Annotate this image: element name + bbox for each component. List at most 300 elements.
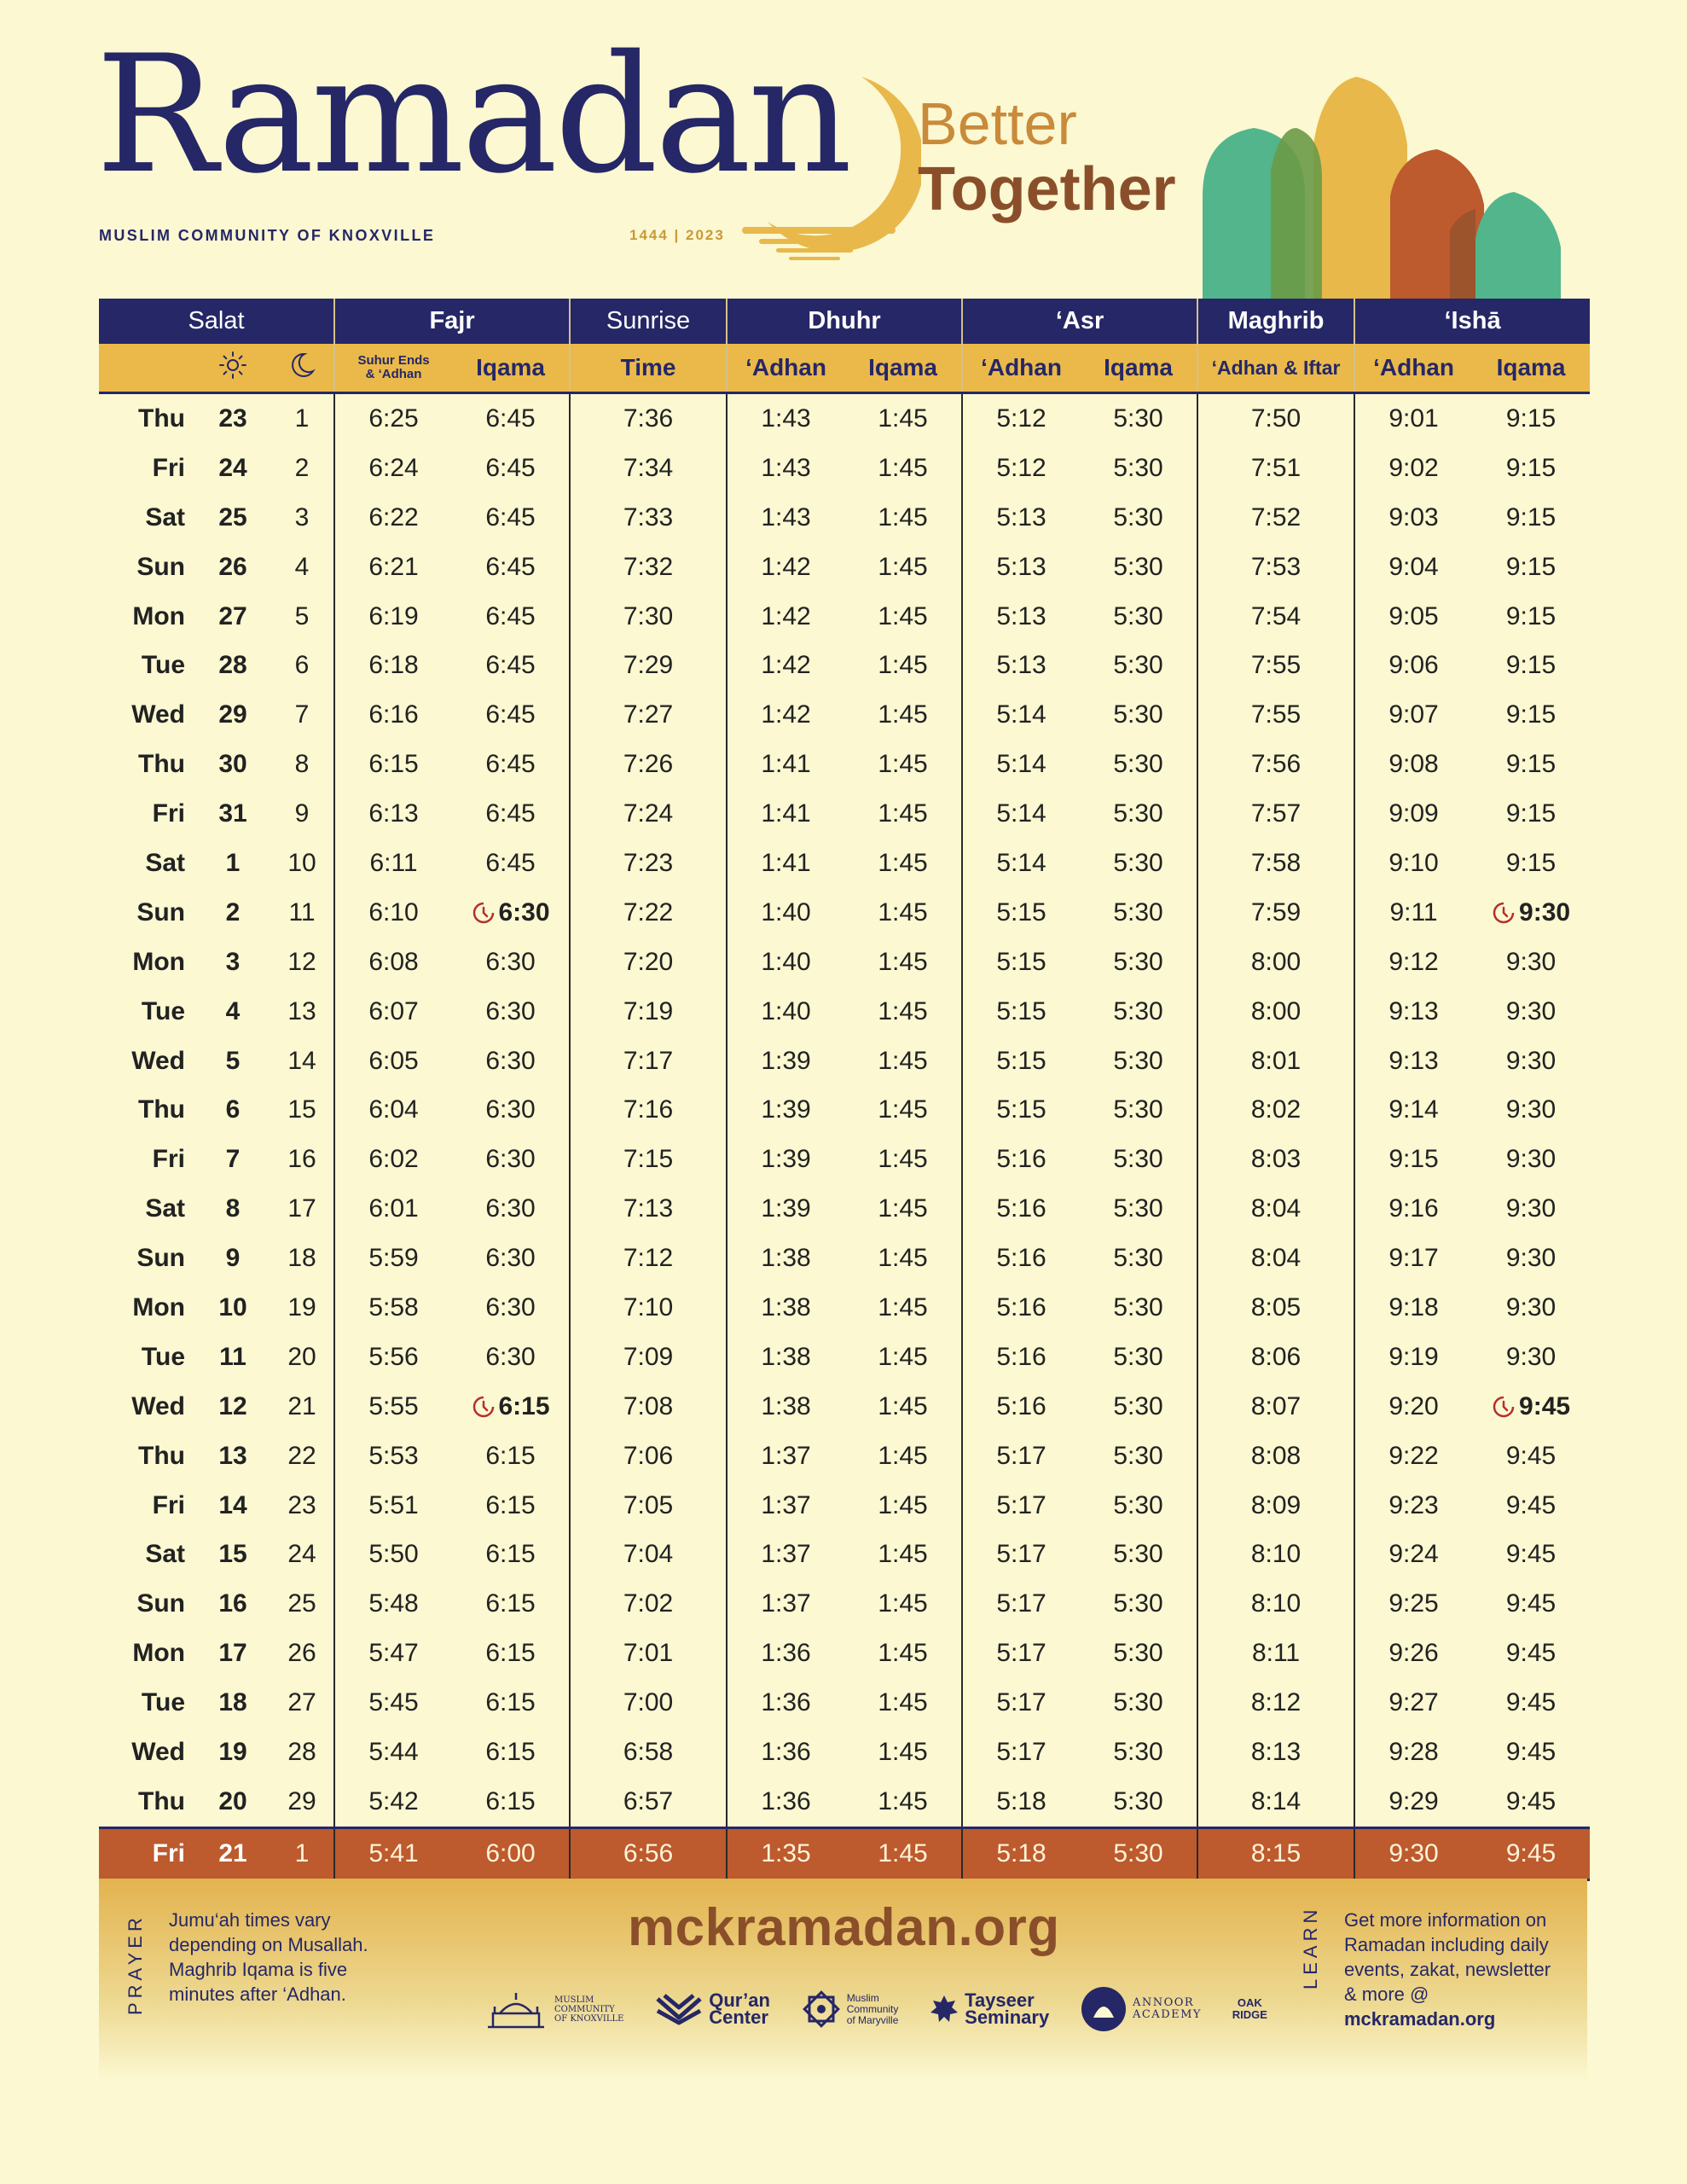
cell-asr-adhan: 5:15	[962, 987, 1080, 1037]
cell-fajr-iqama: 6:15	[485, 1441, 536, 1470]
cell-sunrise: 6:56	[570, 1827, 727, 1879]
cell-asr-adhan: 5:15	[962, 1085, 1080, 1135]
prayer-timetable	[99, 299, 1590, 1881]
cell-dhuhr-adhan: 1:40	[727, 888, 844, 938]
cell-maghrib: 8:11	[1197, 1629, 1354, 1678]
cell-dhuhr-iqama: 1:45	[844, 393, 962, 444]
mck-line-3: OF KNOXVILLE	[554, 2013, 624, 2024]
learn-link[interactable]: mckramadan.org	[1344, 2008, 1496, 2030]
cell-maghrib: 8:09	[1197, 1481, 1354, 1531]
annoor-logo-text	[1133, 1997, 1202, 2021]
tagline	[918, 90, 1176, 224]
cell-hijri-day: 25	[287, 1589, 316, 1618]
table-row	[99, 493, 1590, 543]
cell-fajr-adhan: 5:56	[334, 1333, 452, 1382]
cell-dhuhr-iqama: 1:45	[878, 1095, 928, 1124]
cell-isha-adhan: 9:12	[1354, 938, 1472, 987]
learn-note	[1344, 1908, 1566, 2031]
cell-maghrib: 8:08	[1197, 1432, 1354, 1481]
cell-maghrib: 8:04	[1197, 1184, 1354, 1234]
quran-center-logo[interactable]	[654, 1989, 770, 2028]
cell-hijri-day: 17	[287, 1194, 316, 1223]
cell-fajr-iqama: 6:30	[485, 1292, 536, 1321]
cell-fajr-iqama: 6:15	[485, 1737, 536, 1766]
table-row	[99, 1629, 1590, 1678]
cell-hijri-day: 15	[287, 1095, 316, 1124]
cell-dhuhr-adhan: 1:37	[727, 1530, 844, 1579]
quran-line-1: Qur’an	[709, 1989, 770, 2011]
sub-header-sunrise-time: Time	[570, 344, 727, 393]
cell-date: 27	[218, 601, 247, 630]
cell-isha-iqama: 9:30	[1505, 1292, 1557, 1321]
cell-isha-iqama: 9:45	[1505, 1490, 1557, 1519]
cell-dhuhr-iqama: 1:45	[878, 897, 928, 926]
cell-weekday: Thu	[138, 750, 185, 779]
cell-asr-iqama: 5:30	[1113, 1046, 1163, 1075]
cell-isha-adhan: 9:08	[1354, 740, 1472, 789]
cell-date: 11	[219, 1342, 246, 1371]
cell-sunrise: 7:27	[570, 690, 727, 740]
cell-fajr-iqama: 6:45	[485, 601, 536, 630]
cell-asr-adhan: 5:16	[962, 1333, 1080, 1382]
cell-isha-iqama: 9:15	[1505, 502, 1557, 531]
cell-dhuhr-iqama: 1:45	[878, 1589, 928, 1618]
cell-sunrise: 7:20	[570, 938, 727, 987]
oak-ridge-logo[interactable]	[1232, 1997, 1267, 2021]
tayseer-logo[interactable]	[929, 1989, 1050, 2028]
cell-isha-iqama: 9:15	[1472, 393, 1590, 444]
cell-dhuhr-adhan: 1:43	[727, 493, 844, 543]
cell-asr-iqama: 5:30	[1080, 1827, 1197, 1879]
cell-isha-iqama: 9:45	[1505, 1441, 1557, 1470]
cell-asr-iqama: 5:30	[1113, 1194, 1163, 1223]
cell-weekday: Mon	[132, 947, 185, 976]
cell-isha-adhan: 9:27	[1354, 1678, 1472, 1728]
cell-hijri-day: 4	[294, 552, 310, 581]
cell-hijri-day: 14	[287, 1046, 316, 1075]
cell-maghrib: 8:13	[1197, 1728, 1354, 1777]
cell-sunrise: 7:08	[570, 1382, 727, 1432]
table-row	[99, 690, 1590, 740]
sub-header-isha-adhan: ‘Adhan	[1354, 344, 1472, 393]
cell-asr-adhan: 5:17	[962, 1432, 1080, 1481]
clock-icon	[472, 1395, 496, 1419]
final-row	[99, 1827, 1590, 1879]
cell-fajr-adhan: 6:08	[334, 938, 452, 987]
cell-fajr-iqama: 6:30	[485, 996, 536, 1025]
header-dhuhr: Dhuhr	[727, 299, 962, 344]
cell-isha-adhan: 9:01	[1354, 393, 1472, 444]
cell-sunrise: 7:04	[570, 1530, 727, 1579]
cell-asr-adhan: 5:16	[962, 1184, 1080, 1234]
cell-asr-iqama: 5:30	[1113, 1441, 1163, 1470]
clock-icon	[1492, 1395, 1516, 1419]
cell-dhuhr-adhan: 1:42	[727, 592, 844, 642]
cell-dhuhr-iqama: 1:45	[878, 552, 928, 581]
cell-fajr-iqama: 6:45	[485, 750, 536, 779]
cell-fajr-iqama: 6:15	[485, 1490, 536, 1519]
cell-date: 18	[218, 1688, 247, 1717]
tagline-better: Better	[918, 90, 1077, 157]
mosque-domes-illustration	[1194, 68, 1586, 303]
cell-date: 21	[195, 1827, 270, 1879]
cell-isha-iqama: 9:15	[1505, 750, 1557, 779]
cell-asr-adhan: 5:17	[962, 1481, 1080, 1531]
cell-weekday: Thu	[138, 1095, 185, 1124]
cell-dhuhr-adhan: 1:39	[727, 1085, 844, 1135]
cell-date: 26	[218, 552, 247, 581]
cell-maghrib: 8:07	[1197, 1382, 1354, 1432]
cell-isha-adhan: 9:05	[1354, 592, 1472, 642]
cell-dhuhr-iqama: 1:45	[878, 1145, 928, 1174]
cell-dhuhr-adhan: 1:42	[727, 543, 844, 592]
cell-dhuhr-iqama: 1:45	[844, 1827, 962, 1879]
cell-isha-iqama: 9:15	[1505, 601, 1557, 630]
cell-isha-adhan: 9:24	[1354, 1530, 1472, 1579]
cell-isha-iqama: 9:30	[1505, 1095, 1557, 1124]
cell-dhuhr-iqama: 1:45	[878, 1244, 928, 1273]
cell-dhuhr-iqama: 1:45	[878, 601, 928, 630]
table-row	[99, 839, 1590, 888]
cell-dhuhr-adhan: 1:38	[727, 1234, 844, 1283]
cell-asr-iqama: 5:30	[1113, 1244, 1163, 1273]
cell-asr-iqama: 5:30	[1113, 552, 1163, 581]
website-link[interactable]: mckramadan.org	[628, 1898, 1060, 1957]
table-row	[99, 1678, 1590, 1728]
cell-sunrise: 7:06	[570, 1432, 727, 1481]
cell-fajr-adhan: 5:55	[334, 1382, 452, 1432]
cell-isha-adhan: 9:22	[1354, 1432, 1472, 1481]
cell-hijri-day: 26	[287, 1639, 316, 1668]
table-row	[99, 1530, 1590, 1579]
cell-asr-adhan: 5:12	[962, 393, 1080, 444]
cell-maghrib: 8:12	[1197, 1678, 1354, 1728]
table-row	[99, 1777, 1590, 1827]
page-title: Ramadan	[96, 20, 849, 209]
cell-maghrib: 8:00	[1197, 938, 1354, 987]
cell-fajr-iqama: 6:45	[485, 651, 536, 680]
partner-logos	[483, 1979, 1267, 2039]
cell-hijri-day: 29	[287, 1786, 316, 1815]
cell-asr-adhan: 5:17	[962, 1530, 1080, 1579]
star-pattern-icon	[801, 1989, 842, 2030]
table-row	[99, 592, 1590, 642]
cell-dhuhr-adhan: 1:36	[727, 1777, 844, 1827]
prayer-note: Jumu‘ah times vary depending on Musallah. Maghrib Iqama is five minutes after ‘Adhan.	[169, 1909, 368, 2005]
cell-fajr-adhan: 5:48	[334, 1579, 452, 1629]
cell-asr-iqama: 5:30	[1113, 601, 1163, 630]
cell-fajr-iqama	[452, 888, 570, 938]
changed-iqama-time: 9:30	[1519, 897, 1571, 926]
cell-hijri-day: 13	[287, 996, 316, 1025]
annoor-line-1: ANNOOR	[1132, 1996, 1195, 2009]
cell-asr-adhan: 5:14	[962, 839, 1080, 888]
cell-asr-adhan: 5:12	[962, 444, 1080, 493]
sub-header-dhuhr-iqama: Iqama	[844, 344, 962, 393]
cell-isha-adhan: 9:25	[1354, 1579, 1472, 1629]
cell-sunrise: 6:58	[570, 1728, 727, 1777]
table-row	[99, 444, 1590, 493]
cell-weekday: Sat	[145, 848, 185, 877]
learn-text: Get more information on Ramadan including daily events, zakat, newsletter & more @	[1344, 1909, 1551, 2005]
cell-weekday: Fri	[152, 799, 185, 828]
cell-isha-iqama: 9:45	[1505, 1540, 1557, 1569]
cell-weekday: Sun	[136, 552, 185, 581]
cell-weekday: Wed	[131, 1737, 185, 1766]
cell-weekday: Sat	[145, 1194, 185, 1223]
cell-sunrise: 7:02	[570, 1579, 727, 1629]
cell-fajr-adhan: 6:11	[334, 839, 452, 888]
cell-sunrise: 7:05	[570, 1481, 727, 1531]
cell-sunrise: 7:34	[570, 444, 727, 493]
cell-asr-adhan: 5:17	[962, 1629, 1080, 1678]
mck-line-2: COMMUNITY	[554, 2004, 615, 2014]
cell-dhuhr-iqama: 1:45	[878, 1737, 928, 1766]
cell-dhuhr-iqama: 1:45	[878, 848, 928, 877]
cell-weekday: Fri	[152, 1490, 185, 1519]
cell-isha-adhan: 9:13	[1354, 987, 1472, 1037]
cell-maghrib: 8:15	[1197, 1827, 1354, 1879]
cell-asr-iqama: 5:30	[1080, 393, 1197, 444]
cell-fajr-iqama: 6:30	[485, 1145, 536, 1174]
cell-asr-iqama: 5:30	[1113, 1540, 1163, 1569]
cell-fajr-adhan: 6:04	[334, 1085, 452, 1135]
table-row	[99, 393, 1590, 444]
cell-date: 31	[218, 799, 247, 828]
cell-dhuhr-iqama: 1:45	[878, 1194, 928, 1223]
cell-maghrib: 8:03	[1197, 1135, 1354, 1184]
maryville-line-2: Community	[846, 2002, 899, 2015]
cell-isha-adhan: 9:02	[1354, 444, 1472, 493]
sub-header-fajr-iqama: Iqama	[452, 344, 570, 393]
cell-isha-iqama: 9:45	[1505, 1688, 1557, 1717]
cell-date: 3	[225, 947, 241, 976]
mck-logo[interactable]	[483, 1988, 623, 2030]
tayseer-logo-text	[965, 1989, 1050, 2028]
header-fajr: Fajr	[334, 299, 570, 344]
header	[0, 0, 1687, 299]
cell-dhuhr-adhan: 1:38	[727, 1333, 844, 1382]
cell-asr-adhan: 5:18	[962, 1777, 1080, 1827]
cell-maghrib: 7:59	[1197, 888, 1354, 938]
cell-isha-iqama: 9:15	[1505, 799, 1557, 828]
cell-fajr-iqama: 6:30	[485, 1046, 536, 1075]
cell-isha-adhan: 9:11	[1354, 888, 1472, 938]
cell-maghrib: 8:14	[1197, 1777, 1354, 1827]
cell-hijri-day: 8	[294, 750, 310, 779]
cell-isha-iqama: 9:45	[1505, 1589, 1557, 1618]
cell-asr-adhan: 5:16	[962, 1234, 1080, 1283]
cell-fajr-iqama: 6:30	[485, 947, 536, 976]
cell-fajr-adhan: 6:15	[334, 740, 452, 789]
gear-star-icon	[929, 1994, 959, 2024]
maryville-logo[interactable]	[801, 1989, 899, 2030]
cell-weekday: Sun	[136, 1589, 185, 1618]
cell-dhuhr-iqama: 1:45	[878, 750, 928, 779]
cell-isha-adhan: 9:19	[1354, 1333, 1472, 1382]
cell-hijri-day: 23	[287, 1490, 316, 1519]
table-row	[99, 789, 1590, 839]
cell-sunrise: 7:09	[570, 1333, 727, 1382]
cell-dhuhr-iqama: 1:45	[878, 1391, 928, 1420]
annoor-logo[interactable]	[1080, 1985, 1202, 2033]
cell-asr-iqama: 5:30	[1113, 1589, 1163, 1618]
cell-isha-adhan: 9:15	[1354, 1135, 1472, 1184]
table-row	[99, 1432, 1590, 1481]
cell-weekday: Wed	[131, 700, 185, 729]
cell-weekday: Thu	[138, 1441, 185, 1470]
cell-dhuhr-adhan: 1:42	[727, 641, 844, 690]
cell-hijri-day: 1	[270, 393, 334, 444]
table-row	[99, 938, 1590, 987]
cell-dhuhr-iqama: 1:45	[878, 502, 928, 531]
header-isha: ‘Ishā	[1354, 299, 1590, 344]
cell-fajr-iqama: 6:45	[452, 393, 570, 444]
sub-header-asr-iqama: Iqama	[1080, 344, 1197, 393]
cell-dhuhr-iqama: 1:45	[878, 1441, 928, 1470]
cell-isha-iqama: 9:30	[1505, 1194, 1557, 1223]
cell-asr-adhan: 5:17	[962, 1728, 1080, 1777]
cell-hijri-day: 22	[287, 1441, 316, 1470]
cell-date: 10	[218, 1292, 247, 1321]
cell-dhuhr-adhan: 1:42	[727, 690, 844, 740]
cell-asr-iqama: 5:30	[1113, 453, 1163, 482]
cell-asr-iqama: 5:30	[1113, 502, 1163, 531]
cell-fajr-iqama: 6:00	[452, 1827, 570, 1879]
cell-asr-adhan: 5:16	[962, 1135, 1080, 1184]
cell-sunrise: 7:29	[570, 641, 727, 690]
table-row	[99, 1333, 1590, 1382]
changed-iqama-time: 6:30	[498, 897, 550, 926]
cell-hijri-day: 16	[287, 1145, 316, 1174]
sub-header-suhur	[334, 344, 452, 393]
sub-header-row	[99, 344, 1590, 393]
cell-dhuhr-adhan: 1:41	[727, 789, 844, 839]
cell-fajr-adhan: 5:45	[334, 1678, 452, 1728]
cell-sunrise: 7:22	[570, 888, 727, 938]
cell-fajr-adhan: 6:10	[334, 888, 452, 938]
annoor-emblem-icon	[1080, 1985, 1128, 2033]
cell-isha-iqama: 9:15	[1505, 651, 1557, 680]
cell-isha-adhan: 9:07	[1354, 690, 1472, 740]
learn-label: LEARN	[1300, 1905, 1321, 1989]
cell-weekday: Mon	[132, 1639, 185, 1668]
crescent-moon-icon	[733, 68, 921, 269]
table-row	[99, 1283, 1590, 1333]
cell-sunrise: 7:12	[570, 1234, 727, 1283]
cell-dhuhr-adhan: 1:38	[727, 1382, 844, 1432]
cell-sunrise: 7:33	[570, 493, 727, 543]
cell-isha-adhan: 9:18	[1354, 1283, 1472, 1333]
cell-weekday: Fri	[152, 453, 185, 482]
cell-asr-iqama: 5:30	[1113, 848, 1163, 877]
cell-sunrise: 6:57	[570, 1777, 727, 1827]
cell-weekday: Sat	[145, 502, 185, 531]
cell-isha-adhan: 9:30	[1354, 1827, 1472, 1879]
cell-maghrib: 7:52	[1197, 493, 1354, 543]
cell-hijri-day: 21	[287, 1391, 316, 1420]
cell-fajr-adhan: 5:59	[334, 1234, 452, 1283]
cell-fajr-iqama: 6:30	[485, 1095, 536, 1124]
sun-icon	[195, 344, 270, 393]
cell-date: 7	[225, 1145, 241, 1174]
cell-isha-iqama: 9:45	[1472, 1827, 1590, 1879]
cell-hijri-day: 27	[287, 1688, 316, 1717]
cell-isha-adhan: 9:29	[1354, 1777, 1472, 1827]
table-row	[99, 1382, 1590, 1432]
cell-date: 1	[225, 848, 241, 877]
tayseer-line-2: Seminary	[965, 2007, 1050, 2028]
cell-date: 6	[225, 1095, 241, 1124]
cell-hijri-day: 19	[287, 1292, 316, 1321]
cell-isha-iqama: 9:30	[1505, 1145, 1557, 1174]
cell-maghrib: 7:53	[1197, 543, 1354, 592]
tayseer-line-1: Tayseer	[965, 1989, 1035, 2011]
cell-isha-iqama: 9:15	[1505, 552, 1557, 581]
cell-asr-adhan: 5:17	[962, 1579, 1080, 1629]
cell-asr-iqama: 5:30	[1113, 1688, 1163, 1717]
cell-fajr-adhan: 6:05	[334, 1037, 452, 1086]
moon-icon	[270, 344, 334, 393]
cell-asr-adhan: 5:15	[962, 888, 1080, 938]
cell-weekday: Sun	[136, 897, 185, 926]
cell-maghrib: 8:05	[1197, 1283, 1354, 1333]
cell-date: 17	[218, 1639, 247, 1668]
cell-dhuhr-iqama: 1:45	[878, 1292, 928, 1321]
cell-dhuhr-adhan: 1:41	[727, 839, 844, 888]
cell-fajr-iqama: 6:15	[485, 1688, 536, 1717]
cell-sunrise: 7:15	[570, 1135, 727, 1184]
cell-asr-iqama: 5:30	[1113, 897, 1163, 926]
cell-hijri-day: 28	[287, 1737, 316, 1766]
mosque-icon	[483, 1988, 549, 2030]
cell-asr-iqama: 5:30	[1113, 799, 1163, 828]
table-row	[99, 1728, 1590, 1777]
cell-weekday: Tue	[141, 996, 185, 1025]
changed-iqama-time: 6:15	[498, 1391, 550, 1420]
maryville-logo-text	[847, 1993, 899, 2026]
cell-dhuhr-iqama: 1:45	[878, 1342, 928, 1371]
header-maghrib: Maghrib	[1197, 299, 1354, 344]
cell-hijri-day: 2	[294, 453, 310, 482]
cell-sunrise: 7:19	[570, 987, 727, 1037]
cell-dhuhr-iqama: 1:45	[878, 1490, 928, 1519]
cell-isha-iqama: 9:30	[1505, 1244, 1557, 1273]
cell-sunrise: 7:13	[570, 1184, 727, 1234]
cell-date: 14	[218, 1490, 247, 1519]
cell-sunrise: 7:10	[570, 1283, 727, 1333]
cell-asr-adhan: 5:16	[962, 1283, 1080, 1333]
cell-maghrib: 7:57	[1197, 789, 1354, 839]
cell-maghrib: 8:01	[1197, 1037, 1354, 1086]
cell-weekday: Sun	[136, 1244, 185, 1273]
cell-fajr-iqama: 6:30	[485, 1342, 536, 1371]
cell-date: 12	[218, 1391, 247, 1420]
cell-weekday: Mon	[132, 601, 185, 630]
cell-dhuhr-adhan: 1:37	[727, 1481, 844, 1531]
cell-dhuhr-adhan: 1:43	[727, 393, 844, 444]
clock-icon	[1492, 901, 1516, 925]
cell-dhuhr-iqama: 1:45	[878, 1688, 928, 1717]
cell-hijri-day: 1	[270, 1827, 334, 1879]
cell-weekday: Thu	[99, 393, 195, 444]
cell-dhuhr-iqama: 1:45	[878, 700, 928, 729]
cell-isha-adhan: 9:28	[1354, 1728, 1472, 1777]
cell-isha-iqama: 9:45	[1505, 1639, 1557, 1668]
cell-dhuhr-iqama: 1:45	[878, 996, 928, 1025]
cell-isha-iqama: 9:30	[1505, 1342, 1557, 1371]
cell-isha-iqama: 9:15	[1505, 700, 1557, 729]
